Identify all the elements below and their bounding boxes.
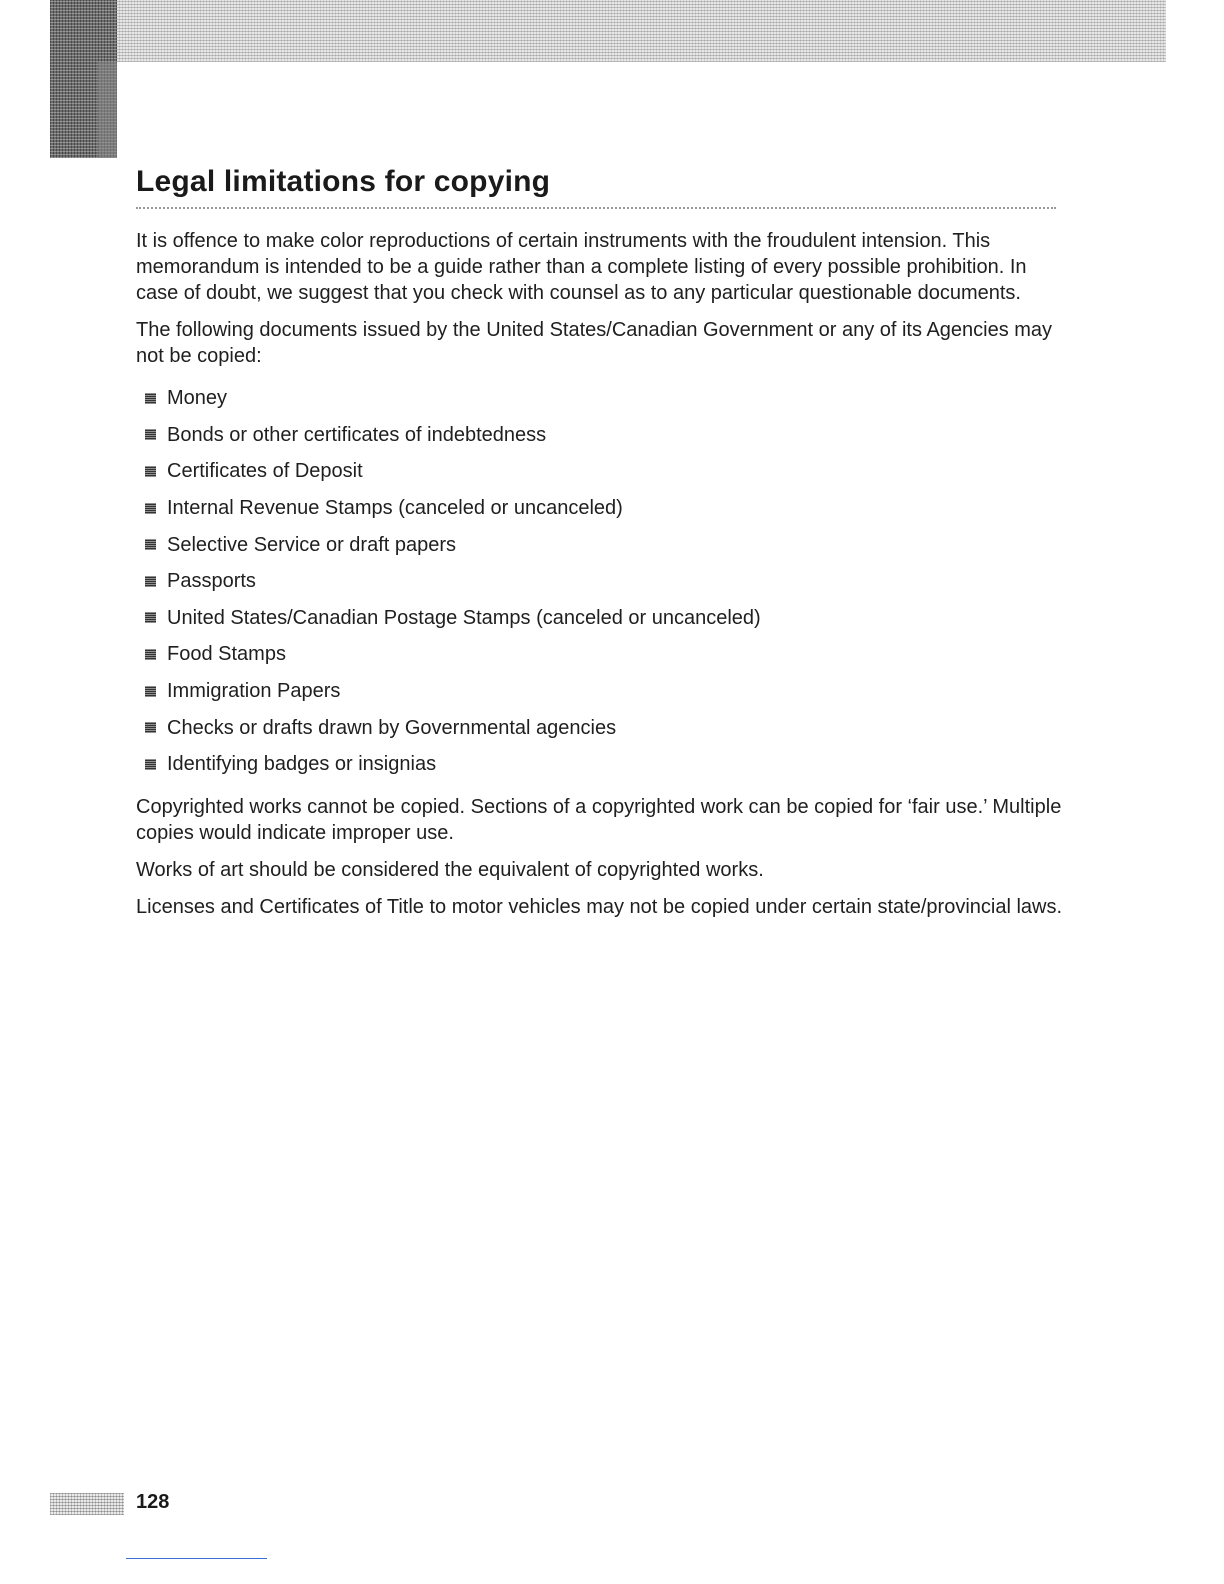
square-bullet-icon	[145, 686, 156, 697]
list-item-text: Bonds or other certificates of indebtedness	[167, 423, 547, 446]
list-item	[136, 490, 1066, 527]
square-bullet-icon	[145, 429, 156, 440]
list-item-text: Checks or drafts drawn by Governmental agencies	[167, 716, 617, 739]
square-bullet-icon	[145, 759, 156, 770]
square-bullet-icon	[145, 466, 156, 477]
page-title: Legal limitations for copying	[136, 165, 551, 198]
list-item	[136, 380, 1066, 417]
title-divider	[136, 207, 1056, 209]
list-item	[136, 709, 1066, 746]
page-number: 128	[136, 1491, 170, 1513]
list-item	[136, 417, 1066, 454]
square-bullet-icon	[145, 503, 156, 514]
list-item-text: Money	[167, 387, 228, 410]
list-item	[136, 636, 1066, 673]
list-item	[136, 673, 1066, 710]
footer-pattern-block	[50, 1493, 124, 1515]
main-content	[136, 228, 1066, 931]
list-lead-paragraph: The following documents issued by the United States/Canadian Government or any of its Agencies may not be copied:	[136, 319, 1053, 367]
list-item-text: Passports	[167, 570, 256, 593]
square-bullet-icon	[145, 393, 156, 404]
square-bullet-icon	[145, 612, 156, 623]
header-pattern-band	[50, 0, 1166, 62]
list-item	[136, 563, 1066, 600]
list-item	[136, 526, 1066, 563]
list-item	[136, 453, 1066, 490]
copyright-paragraph: Copyrighted works cannot be copied. Sections of a copyrighted work can be copied for ‘fair use.’ Multiple copies would indicate improper use.	[136, 795, 1062, 844]
art-paragraph: Works of art should be considered the equivalent of copyrighted works.	[136, 858, 764, 881]
list-item-text: Identifying badges or insignias	[167, 753, 437, 776]
list-item-text: United States/Canadian Postage Stamps (canceled or uncanceled)	[167, 606, 761, 629]
square-bullet-icon	[145, 539, 156, 550]
list-item-text: Selective Service or draft papers	[167, 533, 457, 556]
list-item-text: Immigration Papers	[167, 680, 341, 703]
intro-paragraph: It is offence to make color reproductions of certain instruments with the froudulent intension. This memorandum is intended to be a guide rather than a complete listing of every possible prohibition. In case of doubt, we suggest that you check with counsel as to any particular questionable documents.	[136, 230, 1027, 304]
square-bullet-icon	[145, 576, 156, 587]
footer-underline	[126, 1558, 267, 1559]
square-bullet-icon	[145, 649, 156, 660]
list-item	[136, 746, 1066, 783]
square-bullet-icon	[145, 722, 156, 733]
list-item-text: Internal Revenue Stamps (canceled or uncanceled)	[167, 497, 623, 520]
list-item-text: Certificates of Deposit	[167, 460, 363, 483]
list-item	[136, 600, 1066, 637]
licenses-paragraph: Licenses and Certificates of Title to motor vehicles may not be copied under certain state/provincial laws.	[136, 895, 1063, 918]
list-item-text: Food Stamps	[167, 643, 286, 666]
header-side-block-edge	[98, 62, 117, 158]
prohibited-documents-list	[136, 380, 1066, 783]
